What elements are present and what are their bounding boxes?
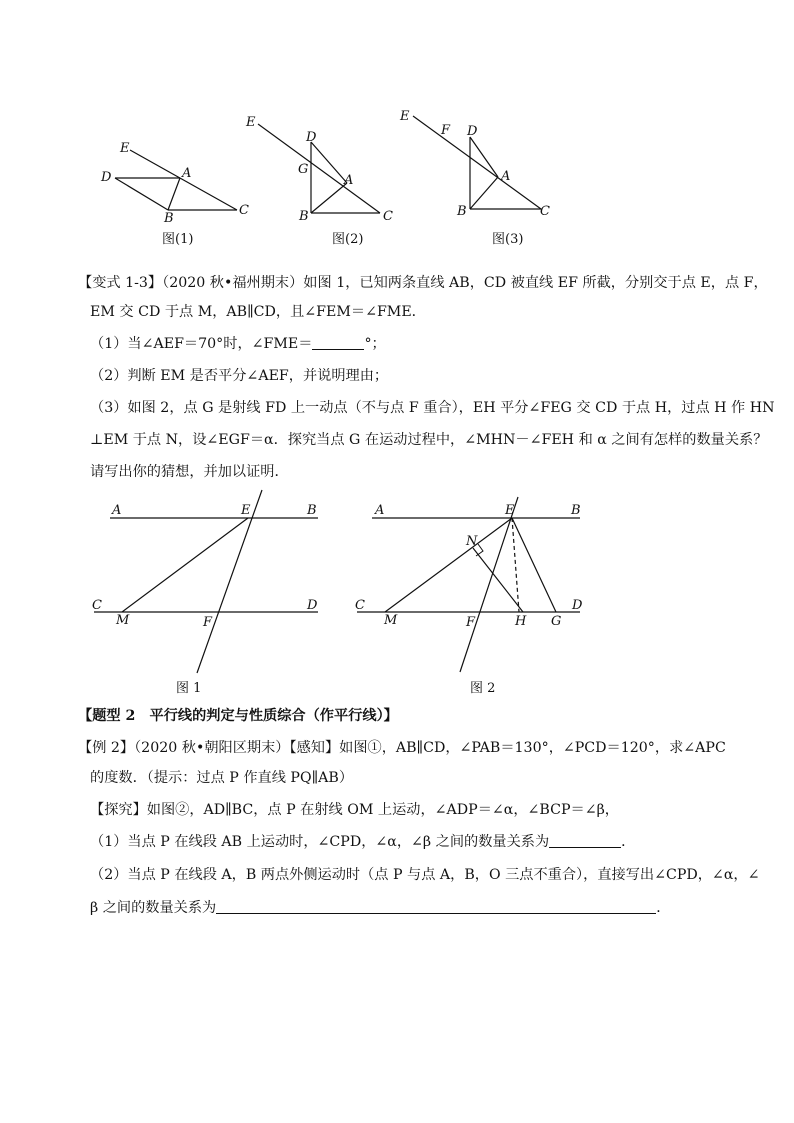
m2-label-a: A [375, 503, 385, 518]
fig3-label-a: A [501, 169, 511, 184]
m1-label-c: C [92, 598, 102, 613]
m1-label-b: B [307, 503, 317, 518]
variant-q3b: ⊥EM 于点 N，设∠EGF＝α．探究当点 G 在运动过程中，∠MHN－∠FEH 和 α 之间有怎样的数量关系？ [90, 432, 768, 448]
variant-q1-text: （1）当∠AEF＝70°时，∠FME＝ [90, 336, 313, 352]
m2-label-c: C [355, 598, 365, 613]
variant-line2: EM 交 CD 于点 M，AB∥CD，且∠FEM＝∠FME． [90, 304, 426, 320]
m2-label-d: D [572, 598, 583, 613]
fig3-label-c: C [540, 204, 550, 219]
example2-q1-suffix: ． [621, 834, 636, 850]
m1-label-e: E [241, 503, 251, 518]
fig2-label-b: B [299, 209, 309, 224]
m1-caption: 图 1 [176, 681, 202, 696]
type2-title: 【题型 2 平行线的判定与性质综合（作平行线）】 [78, 708, 398, 724]
variant-q1-blank[interactable] [312, 335, 364, 350]
fig2-label-a: A [344, 173, 354, 188]
fig3-label-b: B [457, 204, 467, 219]
example2-q2b-text: β 之间的数量关系为 [90, 900, 217, 916]
m2-label-h: H [515, 614, 527, 629]
variant-q3c: 请写出你的猜想，并加以证明． [90, 464, 289, 480]
m2-label-e: E [505, 503, 515, 518]
example2-q1 [90, 832, 635, 852]
fig3-caption: 图(3) [492, 232, 524, 247]
example2-explore: 【探究】如图②，AD∥BC，点 P 在射线 OM 上运动，∠ADP＝∠α，∠BCP＝∠β， [90, 802, 619, 818]
m2-label-g: G [551, 614, 562, 629]
variant-q3a: （3）如图 2，点 G 是射线 FD 上一动点（不与点 F 重合），EH 平分∠FEG 交 CD 于点 H，过点 H 作 HN [90, 400, 775, 416]
m1-label-m: M [116, 613, 130, 628]
variant-q2: （2）判断 EM 是否平分∠AEF，并说明理由； [90, 368, 389, 384]
m2-label-b: B [571, 503, 581, 518]
variant-q1-suffix: °； [364, 336, 386, 352]
fig3-label-d: D [467, 124, 478, 139]
variant-q1 [90, 334, 386, 354]
fig1-label-b: B [164, 211, 174, 226]
m1-label-f: F [203, 615, 213, 630]
m1-label-d: D [307, 598, 318, 613]
example2-head: 【例 2】（2020 秋•朝阳区期末）【感知】如图①，AB∥CD，∠PAB＝130°，∠PCD＝120°，求∠APC [78, 740, 726, 756]
example2-q2b [90, 898, 670, 918]
fig3-label-e: E [400, 109, 410, 124]
fig1-caption: 图(1) [162, 232, 194, 247]
example2-q2a: （2）当点 P 在线段 A，B 两点外侧运动时（点 P 与点 A，B，O 三点不重合），直接写出∠CPD，∠α，∠ [90, 867, 760, 883]
fig3-label-f: F [441, 123, 451, 138]
fig1-label-d: D [101, 170, 112, 185]
m1-label-a: A [112, 503, 122, 518]
m2-caption: 图 2 [470, 681, 496, 696]
mid-figures [0, 480, 794, 700]
fig2-label-g: G [298, 162, 309, 177]
variant-head: 【变式 1-3】（2020 秋•福州期末）如图 1，已知两条直线 AB，CD 被直线 EF 所截，分别交于点 E，点 F， [78, 275, 768, 291]
top-figures [0, 0, 794, 260]
m2-label-n: N [466, 534, 478, 549]
fig2-caption: 图(2) [332, 232, 364, 247]
fig1-label-a: A [182, 166, 192, 181]
m2-label-m: M [384, 613, 398, 628]
example2-line2: 的度数．（提示：过点 P 作直线 PQ∥AB） [90, 770, 354, 786]
example2-q1-blank[interactable] [549, 833, 621, 848]
example2-q2-suffix: ． [656, 900, 671, 916]
fig2-label-d: D [306, 130, 317, 145]
m2-label-f: F [466, 615, 476, 630]
fig2-label-e: E [246, 115, 256, 130]
fig1-label-e: E [120, 141, 130, 156]
fig1-label-c: C [239, 203, 249, 218]
fig2-label-c: C [383, 209, 393, 224]
example2-q2-blank[interactable] [216, 899, 656, 914]
example2-q1-text: （1）当点 P 在线段 AB 上运动时，∠CPD，∠α，∠β 之间的数量关系为 [90, 834, 550, 850]
